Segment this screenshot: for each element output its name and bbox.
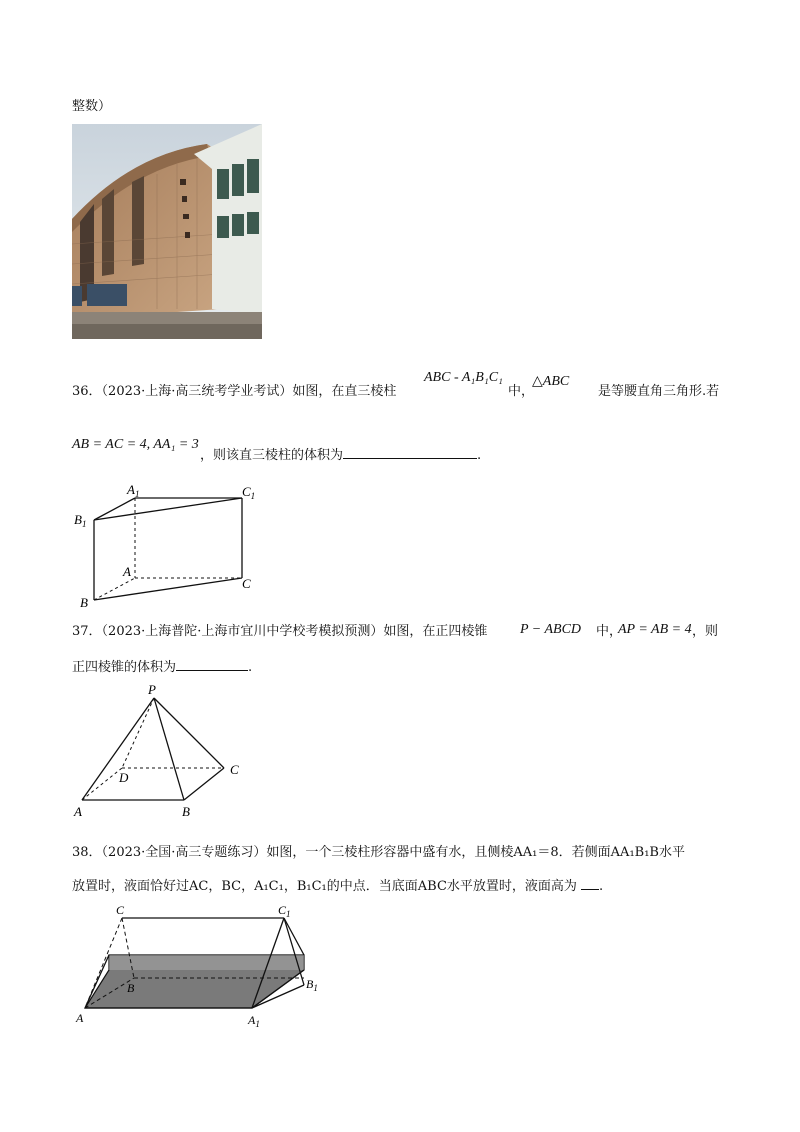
q37-line1	[72, 623, 487, 641]
q37-figure-pyramid	[72, 680, 262, 824]
q38-text-line2: 放置时，液面恰好过AC，BC，A₁C₁，B₁C₁的中点．当底面ABC水平放置时，液面高为	[72, 879, 577, 894]
q36-label-a: A	[123, 564, 131, 579]
q36-label-b: B	[80, 595, 88, 610]
q37-text-a: 如图，在正四棱锥	[383, 624, 488, 639]
q38-label-a: A	[76, 1011, 84, 1025]
q36-math-condition: AB = AC = 4, AA₁ = 3	[72, 437, 199, 452]
q36-figure-prism	[72, 480, 272, 614]
intro-tail-text: 整数）	[72, 99, 112, 114]
q36-text-c: 是等腰直角三角形.若	[598, 384, 720, 399]
q36-line2	[200, 446, 481, 465]
q38-end: .	[599, 879, 604, 894]
q37-label-b: B	[182, 804, 190, 819]
q36-text-a: 如图，在直三棱柱	[292, 384, 397, 399]
q38-number: 38．	[72, 845, 102, 860]
building-photo	[72, 124, 262, 339]
q36-answer-blank	[343, 446, 477, 459]
q37-line2-text: 正四棱锥的体积为	[72, 660, 177, 675]
q36-label-c1: $C_1$	[242, 484, 256, 501]
q38-label-a1: $A_1$	[248, 1013, 260, 1029]
q36-end: .	[477, 448, 482, 463]
q37-source: （2023·上海普陀·上海市宜川中学校考模拟预测）	[101, 624, 384, 639]
q37-math-condition: AP = AB = 4	[618, 622, 692, 637]
q37-label-c: C	[230, 762, 239, 777]
q38-label-b: B	[127, 981, 135, 995]
q37-label-p: P	[148, 682, 156, 697]
q37-number: 37．	[72, 624, 102, 639]
q37-label-a: A	[74, 804, 82, 819]
q37-end: .	[248, 660, 253, 675]
q36-number: 36．	[72, 384, 102, 399]
q38-text-line1: 如图，一个三棱柱形容器中盛有水，且侧棱AA₁＝8．若侧面AA₁B₁B水平	[266, 845, 685, 860]
q37-answer-blank	[176, 658, 248, 671]
q37-line2	[72, 658, 252, 677]
q36-source: （2023·上海·高三统考学业考试）	[101, 384, 293, 399]
q38-label-b1: $B_1$	[306, 977, 318, 993]
q36-text-d: ，则该直三棱柱的体积为	[200, 448, 344, 463]
q36-text-b: 中，	[508, 384, 535, 399]
q37-text-c: ，则	[692, 624, 719, 639]
q37-label-d: D	[119, 770, 129, 785]
q37-math-pyramid: P − ABCD	[520, 622, 582, 637]
q36-math-prism: ABC - A₁B₁C₁	[424, 370, 503, 385]
q38-figure-prism-water	[72, 900, 342, 1039]
q36-label-b1: $B_1$	[74, 512, 87, 529]
q36-math-triangle: △ABC	[532, 374, 570, 389]
q36-label-a1: $A_1$	[127, 482, 140, 499]
q38-answer-blank	[581, 877, 599, 890]
q38-line2	[72, 877, 603, 896]
q38-line1	[72, 844, 685, 862]
q38-source: （2023·全国·高三专题练习）	[101, 845, 267, 860]
q38-label-c1: $C_1$	[278, 903, 291, 919]
q37-text-b: 中，	[596, 624, 623, 639]
q36-label-c: C	[242, 576, 251, 591]
q38-label-c: C	[116, 903, 125, 917]
q36-line1	[72, 383, 396, 401]
